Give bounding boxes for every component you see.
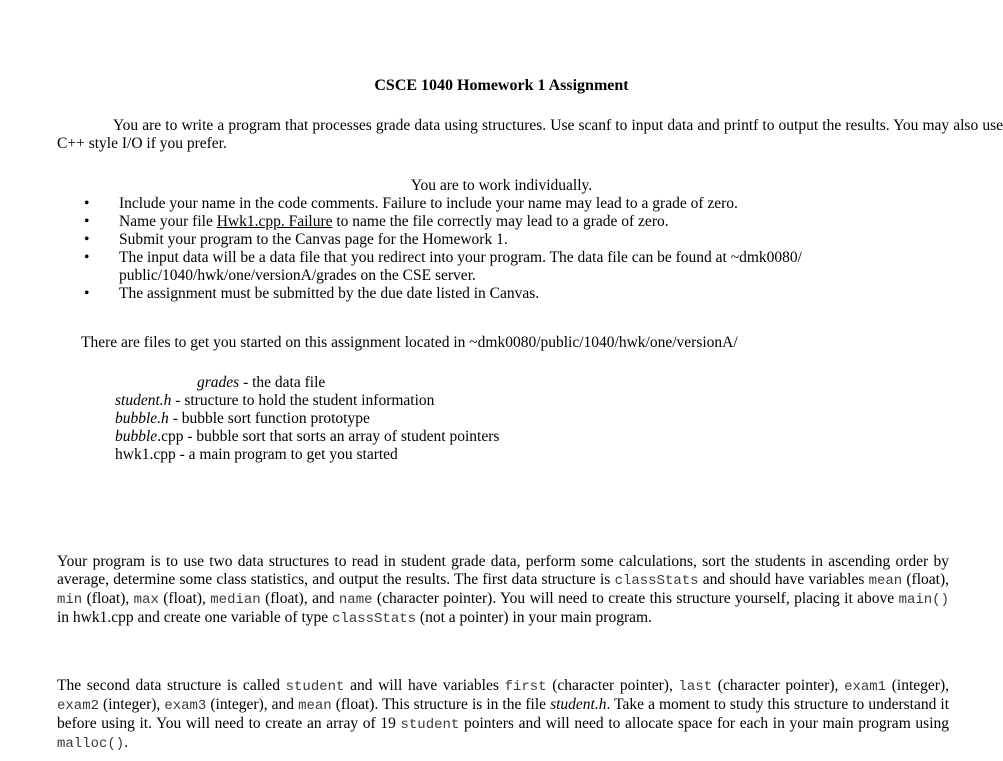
individual-note: You are to work individually. [410,177,593,194]
list-item [115,428,499,446]
paragraph-text: (float), [82,590,134,607]
file-extension: .cpp [157,428,184,445]
paragraph-text: (integer), and [206,696,299,713]
code-term: name [338,592,373,608]
requirements-list [84,195,964,303]
code-term: student [400,717,460,733]
code-term: student [285,679,345,695]
file-name: student.h [550,696,607,713]
file-name: bubble.h [115,410,169,427]
code-term: classStats [614,573,699,589]
classstats-paragraph [57,553,949,628]
filename-text: Hwk1.cpp. Failure [216,213,333,230]
list-item-text: to name the file correctly may lead to a grade of zero. [332,213,669,230]
paragraph-text: in hwk1.cpp and create one variable of type [57,609,333,626]
files-intro: There are files to get you started on this assignment located in ~dmk0080/public/1040/hwk/one/versionA/ [81,334,738,351]
file-description: - bubble sort function prototype [168,410,370,427]
code-term: mean [298,698,332,714]
list-item-text: The input data will be a data file that you redirect into your program. The data file can be found at ~dmk0080/ public/1040/hwk/one/versionA/grades on the CSE server. [119,249,802,284]
list-item [115,410,499,428]
list-item [84,285,964,303]
code-term: median [210,592,261,608]
file-name: student.h [115,392,172,409]
code-term: exam2 [57,698,100,714]
list-item [84,213,964,231]
paragraph-text: (not a pointer) in your main program. [416,609,652,626]
code-term: exam3 [164,698,207,714]
bullet-icon: • [84,285,90,302]
list-item-text: Include your name in the code comments. Failure to include your name may lead to a grade of zero. [119,195,738,212]
paragraph-text: (character pointer), [712,677,845,694]
list-item-text: Submit your program to the Canvas page for the Homework 1. [119,231,508,248]
starter-files-list [115,374,499,464]
paragraph-text: (integer), [99,696,165,713]
file-name: grades [197,374,240,391]
file-description: - the data file [239,374,326,391]
paragraph-text: The second data structure is called [57,677,286,694]
code-term: last [678,679,713,695]
code-term: main() [898,592,949,608]
paragraph-text: (character pointer). You will need to create this structure yourself, placing it above [372,590,899,607]
list-item [84,195,964,213]
file-description: - structure to hold the student information [171,392,435,409]
code-term: max [133,592,159,608]
paragraph-text: pointers and will need to allocate space for each in your main program using [459,715,949,732]
list-item [115,446,499,464]
paragraph-text: and will have variables [344,677,505,694]
paragraph-text: (float). This structure is in the file [331,696,551,713]
list-item [115,392,499,410]
code-term: classStats [332,611,417,627]
student-paragraph [57,677,949,753]
paragraph-text: (float), [158,590,211,607]
paragraph-text: (float), and [260,590,339,607]
paragraph-text: . [124,734,129,751]
file-entry: hwk1.cpp - a main program to get you started [115,446,398,463]
paragraph-text: (float), [902,571,950,588]
paragraph-text: Your program is to use two data structures to read in student grade data, perform some calculations, sort the students in ascending order by average, determine some class statistics, and output the results. The first data structure is [57,553,949,588]
code-term: malloc() [57,736,125,752]
code-term: mean [868,573,903,589]
paragraph-text: (integer), [886,677,949,694]
code-term: min [57,592,83,608]
list-item-text: Name your file [119,213,217,230]
bullet-icon: • [84,195,90,212]
page-title: CSCE 1040 Homework 1 Assignment [374,77,629,94]
bullet-icon: • [84,231,90,248]
list-item [115,374,499,392]
code-term: first [504,679,547,695]
file-description: - bubble sort that sorts an array of student pointers [183,428,500,445]
paragraph-text: and should have variables [698,571,869,588]
paragraph-text: . Take a moment to study this structure to understand it before using it. You will need to create an array of 19 [57,696,949,732]
list-item-text: The assignment must be submitted by the due date listed in Canvas. [119,285,540,302]
file-name: bubble [115,428,158,445]
bullet-icon: • [84,213,90,230]
code-term: exam1 [844,679,887,695]
intro-paragraph: You are to write a program that processes grade data using structures. Use scanf to input data and printf to output the results. You may also use C++ style I/O if you prefer. [57,117,1003,152]
list-item [84,249,964,285]
bullet-icon: • [84,249,90,266]
paragraph-text: (character pointer), [546,677,679,694]
list-item [84,231,964,249]
